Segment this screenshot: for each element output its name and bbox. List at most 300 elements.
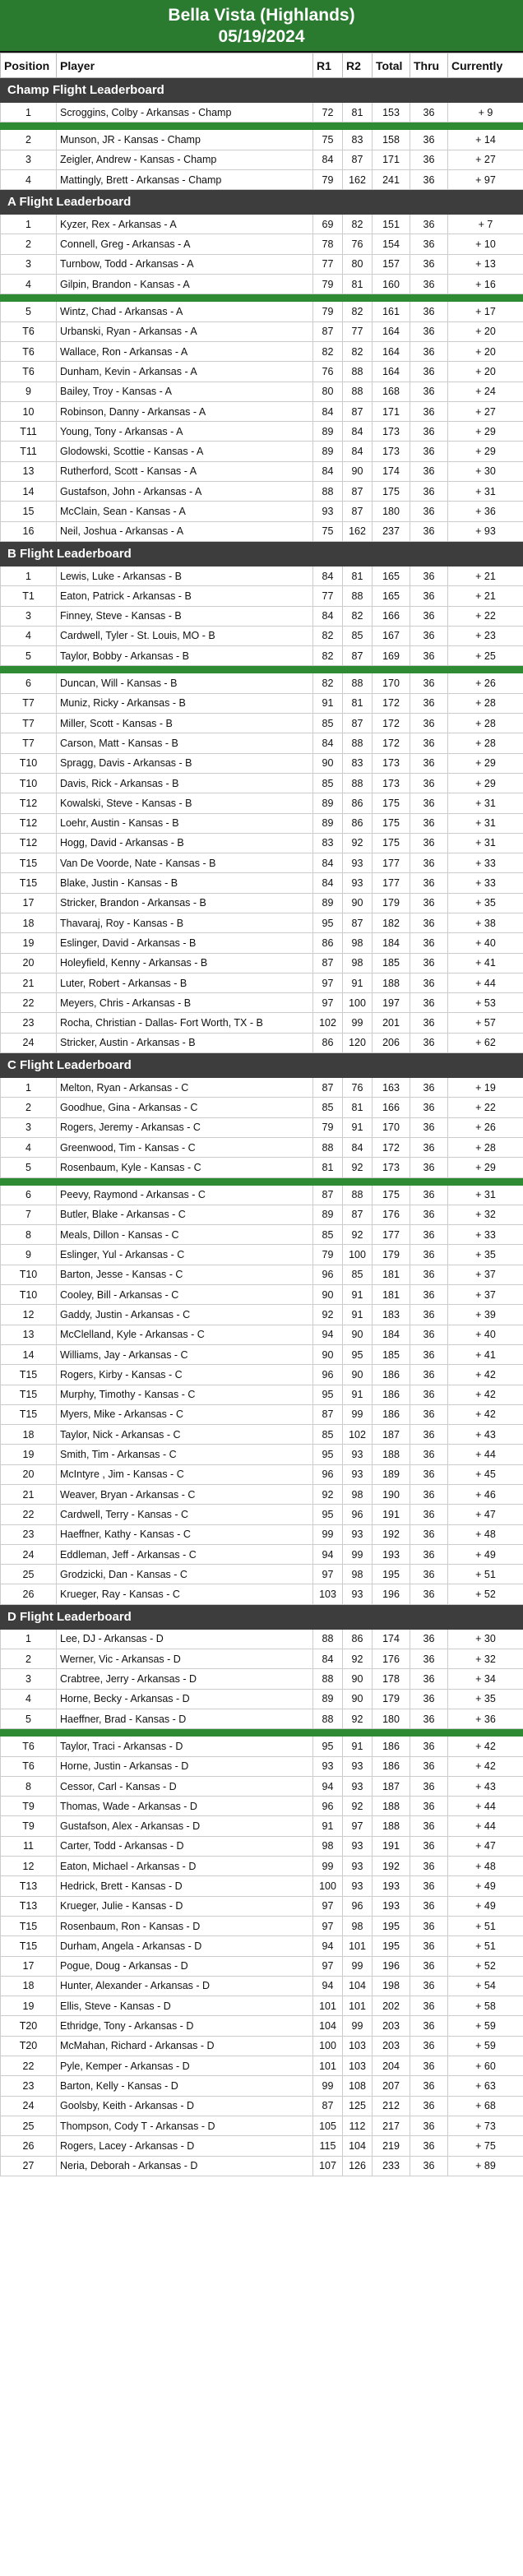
thru-cell: 36 <box>410 1565 448 1584</box>
r1-cell: 100 <box>313 2036 343 2056</box>
player-cell: Durham, Angela - Arkansas - D <box>57 1936 313 1956</box>
player-cell: Glodowski, Scottie - Kansas - A <box>57 442 313 461</box>
r2-cell: 88 <box>343 362 373 382</box>
r1-cell: 84 <box>313 606 343 626</box>
currently-cell: + 35 <box>448 893 523 913</box>
table-row <box>1 773 523 793</box>
total-cell: 185 <box>373 953 410 973</box>
currently-cell: + 29 <box>448 753 523 773</box>
currently-cell: + 31 <box>448 833 523 853</box>
table-row <box>1 1896 523 1916</box>
position-cell: 1 <box>1 103 57 123</box>
position-cell: 6 <box>1 673 57 693</box>
player-cell: Holeyfield, Kenny - Arkansas - B <box>57 953 313 973</box>
player-cell: Kowalski, Steve - Kansas - B <box>57 793 313 813</box>
position-cell: 16 <box>1 521 57 541</box>
table-body <box>1 78 523 2176</box>
player-cell: Carter, Todd - Arkansas - D <box>57 1836 313 1856</box>
r2-cell: 90 <box>343 1365 373 1385</box>
total-cell: 164 <box>373 362 410 382</box>
player-cell: McClelland, Kyle - Arkansas - C <box>57 1325 313 1344</box>
thru-cell: 36 <box>410 1013 448 1033</box>
r2-cell: 90 <box>343 461 373 481</box>
table-row <box>1 1524 523 1544</box>
position-cell: 25 <box>1 2116 57 2135</box>
col-header-r1: R1 <box>313 53 343 78</box>
header-row <box>1 53 523 78</box>
r2-cell: 93 <box>343 1524 373 1544</box>
total-cell: 189 <box>373 1464 410 1484</box>
currently-cell: + 36 <box>448 502 523 521</box>
r2-cell: 102 <box>343 1425 373 1445</box>
position-cell: T15 <box>1 1936 57 1956</box>
player-cell: Grodzicki, Dan - Kansas - C <box>57 1565 313 1584</box>
total-cell: 163 <box>373 1078 410 1098</box>
position-cell: 4 <box>1 275 57 294</box>
position-cell: T13 <box>1 1896 57 1916</box>
player-cell: Taylor, Nick - Arkansas - C <box>57 1425 313 1445</box>
table-row <box>1 586 523 606</box>
position-cell: 12 <box>1 1857 57 1876</box>
thru-cell: 36 <box>410 234 448 254</box>
title-bar <box>0 0 523 53</box>
player-cell: Van De Voorde, Nate - Kansas - B <box>57 853 313 873</box>
thru-cell: 36 <box>410 2116 448 2135</box>
r1-cell: 97 <box>313 1956 343 1976</box>
table-row <box>1 1689 523 1709</box>
table-row <box>1 993 523 1013</box>
thru-cell: 36 <box>410 646 448 666</box>
player-cell: Spragg, Davis - Arkansas - B <box>57 753 313 773</box>
player-cell: Kyzer, Rex - Arkansas - A <box>57 215 313 234</box>
r2-cell: 87 <box>343 646 373 666</box>
player-cell: Connell, Greg - Arkansas - A <box>57 234 313 254</box>
total-cell: 192 <box>373 1524 410 1544</box>
player-cell: Pogue, Doug - Arkansas - D <box>57 1956 313 1976</box>
r2-cell: 99 <box>343 1404 373 1424</box>
thru-cell: 36 <box>410 1816 448 1836</box>
table-row <box>1 833 523 853</box>
r1-cell: 88 <box>313 1629 343 1649</box>
r2-cell: 87 <box>343 714 373 733</box>
player-cell: Cooley, Bill - Arkansas - C <box>57 1285 313 1305</box>
thru-cell: 36 <box>410 1797 448 1816</box>
currently-cell: + 30 <box>448 1629 523 1649</box>
position-cell: 1 <box>1 1078 57 1098</box>
thru-cell: 36 <box>410 1505 448 1524</box>
r1-cell: 87 <box>313 1078 343 1098</box>
thru-cell: 36 <box>410 1936 448 1956</box>
r1-cell: 82 <box>313 646 343 666</box>
player-cell: Melton, Ryan - Arkansas - C <box>57 1078 313 1098</box>
r1-cell: 89 <box>313 793 343 813</box>
position-cell: 19 <box>1 1445 57 1464</box>
total-cell: 153 <box>373 103 410 123</box>
player-cell: Gustafson, Alex - Arkansas - D <box>57 1816 313 1836</box>
table-row <box>1 606 523 626</box>
total-cell: 196 <box>373 1956 410 1976</box>
currently-cell: + 29 <box>448 422 523 442</box>
table-row <box>1 1737 523 1756</box>
thru-cell: 36 <box>410 302 448 321</box>
position-cell: 1 <box>1 1629 57 1649</box>
player-cell: Young, Tony - Arkansas - A <box>57 422 313 442</box>
currently-cell: + 51 <box>448 1936 523 1956</box>
thru-cell: 36 <box>410 1098 448 1117</box>
thru-cell: 36 <box>410 521 448 541</box>
table-row <box>1 693 523 713</box>
position-cell: 24 <box>1 1544 57 1564</box>
col-header-currently: Currently <box>448 53 523 78</box>
currently-cell: + 32 <box>448 1205 523 1224</box>
position-cell: 2 <box>1 1098 57 1117</box>
r2-cell: 99 <box>343 1013 373 1033</box>
position-cell: 20 <box>1 953 57 973</box>
col-header-position: Position <box>1 53 57 78</box>
r1-cell: 72 <box>313 103 343 123</box>
position-cell: 5 <box>1 1709 57 1728</box>
r1-cell: 95 <box>313 913 343 932</box>
thru-cell: 36 <box>410 275 448 294</box>
table-row <box>1 2036 523 2056</box>
section-title: D Flight Leaderboard <box>1 1604 523 1629</box>
currently-cell: + 42 <box>448 1385 523 1404</box>
player-cell: McIntyre , Jim - Kansas - C <box>57 1464 313 1484</box>
r1-cell: 86 <box>313 1033 343 1052</box>
total-cell: 173 <box>373 773 410 793</box>
thru-cell: 36 <box>410 1976 448 1996</box>
table-row <box>1 321 523 341</box>
event-date: 05/19/2024 <box>218 27 305 46</box>
table-row <box>1 254 523 274</box>
r2-cell: 80 <box>343 254 373 274</box>
r1-cell: 93 <box>313 502 343 521</box>
thru-cell: 36 <box>410 382 448 401</box>
cut-line-bar <box>1 1729 523 1737</box>
r2-cell: 88 <box>343 773 373 793</box>
player-cell: Myers, Mike - Arkansas - C <box>57 1404 313 1424</box>
thru-cell: 36 <box>410 606 448 626</box>
section-header-row <box>1 1053 523 1078</box>
total-cell: 175 <box>373 813 410 833</box>
player-cell: Weaver, Bryan - Arkansas - C <box>57 1485 313 1505</box>
currently-cell: + 41 <box>448 1344 523 1364</box>
r1-cell: 94 <box>313 1976 343 1996</box>
table-row <box>1 442 523 461</box>
position-cell: T12 <box>1 833 57 853</box>
player-cell: Taylor, Bobby - Arkansas - B <box>57 646 313 666</box>
total-cell: 193 <box>373 1876 410 1896</box>
position-cell: T11 <box>1 422 57 442</box>
currently-cell: + 59 <box>448 2016 523 2036</box>
position-cell: 13 <box>1 461 57 481</box>
r1-cell: 88 <box>313 1137 343 1157</box>
currently-cell: + 47 <box>448 1836 523 1856</box>
r1-cell: 79 <box>313 302 343 321</box>
thru-cell: 36 <box>410 502 448 521</box>
r1-cell: 85 <box>313 714 343 733</box>
currently-cell: + 40 <box>448 1325 523 1344</box>
r2-cell: 92 <box>343 833 373 853</box>
r1-cell: 92 <box>313 1485 343 1505</box>
player-cell: Blake, Justin - Kansas - B <box>57 873 313 893</box>
position-cell: 3 <box>1 254 57 274</box>
r1-cell: 87 <box>313 2096 343 2116</box>
r1-cell: 99 <box>313 2076 343 2096</box>
player-cell: Miller, Scott - Kansas - B <box>57 714 313 733</box>
r2-cell: 88 <box>343 673 373 693</box>
total-cell: 188 <box>373 1445 410 1464</box>
thru-cell: 36 <box>410 1996 448 2016</box>
r1-cell: 100 <box>313 1876 343 1896</box>
r1-cell: 84 <box>313 401 343 421</box>
table-row <box>1 1629 523 1649</box>
player-cell: Rogers, Jeremy - Arkansas - C <box>57 1117 313 1137</box>
position-cell: T15 <box>1 1916 57 1935</box>
col-header-player: Player <box>57 53 313 78</box>
total-cell: 203 <box>373 2016 410 2036</box>
thru-cell: 36 <box>410 2056 448 2076</box>
cut-line-bar <box>1 294 523 302</box>
total-cell: 185 <box>373 1344 410 1364</box>
table-row <box>1 2016 523 2036</box>
r1-cell: 88 <box>313 482 343 502</box>
section-header-row <box>1 1604 523 1629</box>
thru-cell: 36 <box>410 586 448 606</box>
r2-cell: 88 <box>343 382 373 401</box>
thru-cell: 36 <box>410 1365 448 1385</box>
position-cell: 5 <box>1 1158 57 1177</box>
cut-line-divider <box>1 294 523 302</box>
table-row <box>1 521 523 541</box>
r2-cell: 87 <box>343 913 373 932</box>
thru-cell: 36 <box>410 2016 448 2036</box>
position-cell: 9 <box>1 1245 57 1265</box>
r1-cell: 79 <box>313 275 343 294</box>
position-cell: 4 <box>1 626 57 645</box>
currently-cell: + 44 <box>448 1816 523 1836</box>
player-cell: Eslinger, David - Arkansas - B <box>57 933 313 953</box>
r2-cell: 81 <box>343 275 373 294</box>
section-title: Champ Flight Leaderboard <box>1 78 523 103</box>
total-cell: 233 <box>373 2156 410 2176</box>
position-cell: 13 <box>1 1325 57 1344</box>
currently-cell: + 36 <box>448 1709 523 1728</box>
r1-cell: 85 <box>313 1098 343 1117</box>
total-cell: 173 <box>373 1158 410 1177</box>
r2-cell: 82 <box>343 341 373 361</box>
position-cell: 2 <box>1 1649 57 1669</box>
total-cell: 181 <box>373 1285 410 1305</box>
total-cell: 171 <box>373 401 410 421</box>
cut-line-divider <box>1 666 523 673</box>
position-cell: 2 <box>1 234 57 254</box>
r1-cell: 79 <box>313 1245 343 1265</box>
r1-cell: 99 <box>313 1524 343 1544</box>
leaderboard-table <box>0 53 523 2176</box>
table-row <box>1 1425 523 1445</box>
currently-cell: + 48 <box>448 1524 523 1544</box>
currently-cell: + 49 <box>448 1876 523 1896</box>
r1-cell: 85 <box>313 773 343 793</box>
player-cell: Ellis, Steve - Kansas - D <box>57 1996 313 2016</box>
total-cell: 203 <box>373 2036 410 2056</box>
thru-cell: 36 <box>410 1756 448 1776</box>
thru-cell: 36 <box>410 873 448 893</box>
total-cell: 174 <box>373 461 410 481</box>
table-row <box>1 646 523 666</box>
player-cell: Taylor, Traci - Arkansas - D <box>57 1737 313 1756</box>
player-cell: Eaton, Michael - Arkansas - D <box>57 1857 313 1876</box>
table-row <box>1 1996 523 2016</box>
thru-cell: 36 <box>410 1584 448 1604</box>
currently-cell: + 42 <box>448 1756 523 1776</box>
total-cell: 175 <box>373 833 410 853</box>
total-cell: 186 <box>373 1385 410 1404</box>
table-row <box>1 482 523 502</box>
thru-cell: 36 <box>410 103 448 123</box>
currently-cell: + 47 <box>448 1505 523 1524</box>
player-cell: Meyers, Chris - Arkansas - B <box>57 993 313 1013</box>
thru-cell: 36 <box>410 1485 448 1505</box>
total-cell: 154 <box>373 234 410 254</box>
currently-cell: + 29 <box>448 773 523 793</box>
table-row <box>1 1544 523 1564</box>
table-row <box>1 973 523 992</box>
r1-cell: 84 <box>313 566 343 585</box>
position-cell: 3 <box>1 150 57 169</box>
table-row <box>1 150 523 169</box>
currently-cell: + 73 <box>448 2116 523 2135</box>
player-cell: Davis, Rick - Arkansas - B <box>57 773 313 793</box>
table-row <box>1 2076 523 2096</box>
r1-cell: 95 <box>313 1445 343 1464</box>
total-cell: 179 <box>373 1689 410 1709</box>
player-cell: Scroggins, Colby - Arkansas - Champ <box>57 103 313 123</box>
total-cell: 180 <box>373 502 410 521</box>
r1-cell: 91 <box>313 693 343 713</box>
r1-cell: 84 <box>313 461 343 481</box>
thru-cell: 36 <box>410 733 448 753</box>
thru-cell: 36 <box>410 1344 448 1364</box>
table-row <box>1 1445 523 1464</box>
r2-cell: 81 <box>343 103 373 123</box>
table-row <box>1 1976 523 1996</box>
currently-cell: + 30 <box>448 461 523 481</box>
total-cell: 165 <box>373 586 410 606</box>
course-title: Bella Vista (Highlands) <box>168 6 355 25</box>
player-cell: Cardwell, Tyler - St. Louis, MO - B <box>57 626 313 645</box>
position-cell: T10 <box>1 1285 57 1305</box>
table-row <box>1 673 523 693</box>
total-cell: 184 <box>373 1325 410 1344</box>
r2-cell: 126 <box>343 2156 373 2176</box>
table-row <box>1 1916 523 1935</box>
r1-cell: 104 <box>313 2016 343 2036</box>
thru-cell: 36 <box>410 321 448 341</box>
thru-cell: 36 <box>410 1776 448 1796</box>
position-cell: 15 <box>1 502 57 521</box>
position-cell: 21 <box>1 973 57 992</box>
thru-cell: 36 <box>410 1185 448 1205</box>
thru-cell: 36 <box>410 1876 448 1896</box>
position-cell: 17 <box>1 893 57 913</box>
total-cell: 191 <box>373 1505 410 1524</box>
total-cell: 207 <box>373 2076 410 2096</box>
table-row <box>1 2096 523 2116</box>
r2-cell: 84 <box>343 442 373 461</box>
player-cell: Barton, Kelly - Kansas - D <box>57 2076 313 2096</box>
r2-cell: 87 <box>343 1205 373 1224</box>
r2-cell: 82 <box>343 302 373 321</box>
currently-cell: + 46 <box>448 1485 523 1505</box>
position-cell: T6 <box>1 1756 57 1776</box>
r1-cell: 84 <box>313 853 343 873</box>
table-row <box>1 1385 523 1404</box>
table-row <box>1 130 523 150</box>
table-row <box>1 873 523 893</box>
total-cell: 179 <box>373 1245 410 1265</box>
r2-cell: 97 <box>343 1816 373 1836</box>
currently-cell: + 37 <box>448 1285 523 1305</box>
table-row <box>1 1325 523 1344</box>
currently-cell: + 60 <box>448 2056 523 2076</box>
total-cell: 173 <box>373 422 410 442</box>
total-cell: 175 <box>373 1185 410 1205</box>
position-cell: 18 <box>1 1976 57 1996</box>
thru-cell: 36 <box>410 1325 448 1344</box>
player-cell: Stricker, Austin - Arkansas - B <box>57 1033 313 1052</box>
position-cell: 22 <box>1 2056 57 2076</box>
player-cell: Hedrick, Brett - Kansas - D <box>57 1876 313 1896</box>
currently-cell: + 49 <box>448 1896 523 1916</box>
position-cell: T12 <box>1 793 57 813</box>
player-cell: Butler, Blake - Arkansas - C <box>57 1205 313 1224</box>
currently-cell: + 57 <box>448 1013 523 1033</box>
r1-cell: 84 <box>313 733 343 753</box>
table-row <box>1 1137 523 1157</box>
total-cell: 183 <box>373 1305 410 1325</box>
total-cell: 184 <box>373 933 410 953</box>
table-row <box>1 1404 523 1424</box>
table-row <box>1 1505 523 1524</box>
currently-cell: + 58 <box>448 1996 523 2016</box>
r2-cell: 98 <box>343 1485 373 1505</box>
player-cell: Rogers, Kirby - Kansas - C <box>57 1365 313 1385</box>
position-cell: 6 <box>1 1185 57 1205</box>
total-cell: 192 <box>373 1857 410 1876</box>
position-cell: 23 <box>1 1524 57 1544</box>
r2-cell: 100 <box>343 1245 373 1265</box>
total-cell: 187 <box>373 1425 410 1445</box>
table-row <box>1 1816 523 1836</box>
r1-cell: 97 <box>313 993 343 1013</box>
thru-cell: 36 <box>410 1836 448 1856</box>
r2-cell: 90 <box>343 1689 373 1709</box>
player-cell: Rocha, Christian - Dallas- Fort Worth, TX - B <box>57 1013 313 1033</box>
thru-cell: 36 <box>410 482 448 502</box>
r1-cell: 87 <box>313 953 343 973</box>
total-cell: 241 <box>373 169 410 189</box>
position-cell: T9 <box>1 1797 57 1816</box>
position-cell: 1 <box>1 566 57 585</box>
r2-cell: 93 <box>343 1876 373 1896</box>
thru-cell: 36 <box>410 853 448 873</box>
total-cell: 177 <box>373 853 410 873</box>
position-cell: 8 <box>1 1776 57 1796</box>
r1-cell: 87 <box>313 1185 343 1205</box>
total-cell: 172 <box>373 733 410 753</box>
